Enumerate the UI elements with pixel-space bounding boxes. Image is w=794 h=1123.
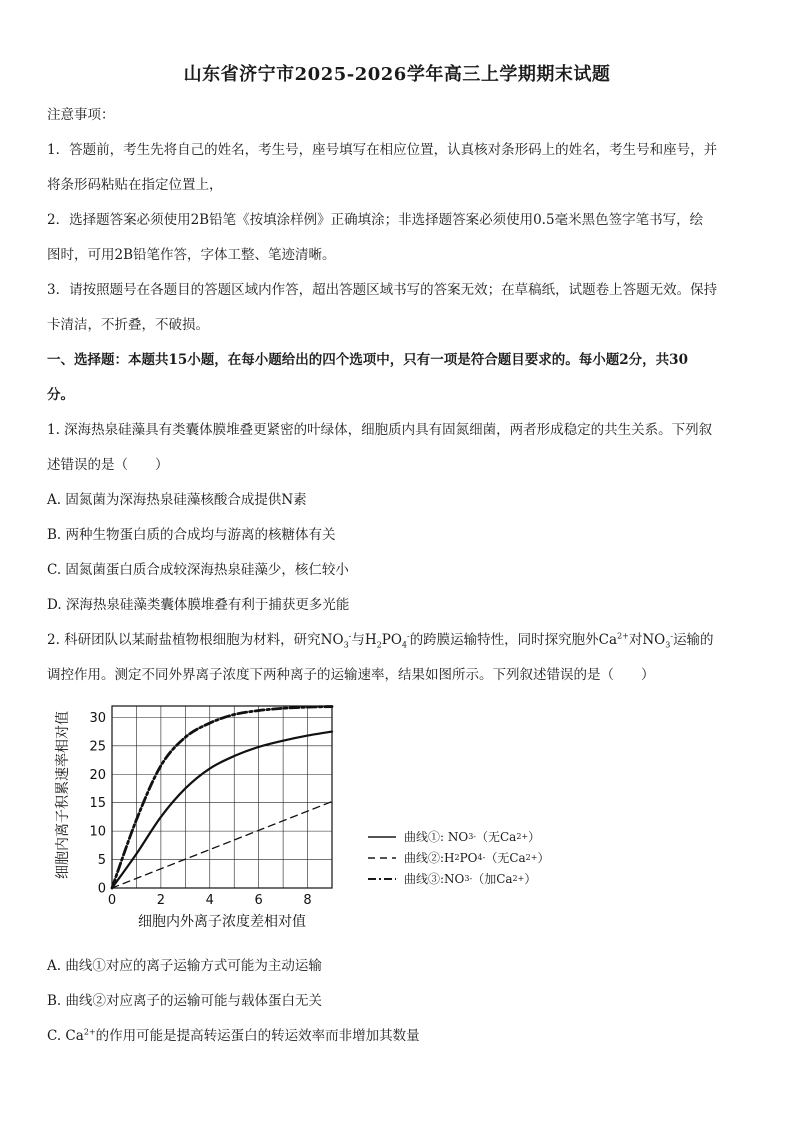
notice-line-3: 2．选择题答案必须使用2B铅笔《按填涂样例》正确填涂；非选择题答案必须使用0.5毫米黑色签字笔书写，绘 (47, 212, 704, 228)
q1-option-c: C. 固氮菌蛋白质合成较深海热泉硅藻少，核仁较小 (47, 562, 349, 578)
legend-item-curve-2 (368, 847, 549, 868)
subscript: 3 (468, 832, 474, 841)
q2-stem-part: PO (381, 632, 402, 648)
superscript: 2+ (516, 832, 529, 841)
q2-option-a: A. 曲线①对应的离子运输方式可能为主动运输 (47, 958, 322, 974)
x-axis-label: 细胞内外离子浓度差相对值 (138, 914, 306, 930)
legend-item-curve-3 (368, 868, 549, 889)
legend-text: ） (524, 872, 537, 886)
notice-line-6: 卡清洁，不折叠，不破损。 (47, 317, 209, 333)
legend-item-curve-1 (368, 826, 549, 847)
q1-stem-line-2: 述错误的是（ ） (47, 457, 169, 473)
q1-option-d: D. 深海热泉硅藻类囊体膜堆叠有利于捕获更多光能 (47, 597, 350, 613)
q2-option-b: B. 曲线②对应离子的运输可能与载体蛋白无关 (47, 993, 323, 1009)
legend-text: ） (537, 851, 550, 865)
legend-text: 曲线③:NO (404, 872, 465, 886)
q2-stem-part: 运输的 (673, 632, 714, 648)
transport-rate-chart (40, 692, 560, 942)
subscript: 3 (665, 640, 671, 650)
series-line-2 (112, 802, 332, 888)
subscript: 4 (401, 640, 407, 650)
y-tick-label: 10 (89, 824, 106, 840)
y-tick-label: 30 (89, 710, 106, 726)
x-tick-label: 8 (303, 893, 312, 908)
superscript: 2+ (83, 1027, 96, 1037)
superscript: - (406, 631, 410, 641)
legend-text: 曲线①: NO (404, 830, 469, 844)
q2-option-c-part: C. Ca (47, 1028, 84, 1044)
legend-text: （加Ca (472, 872, 513, 886)
section-heading-line-1: 一、选择题：本题共15小题，在每小题给出的四个选项中，只有一项是符合题目要求的。每小题2分，共30 (47, 352, 688, 368)
q2-stem-part: 对NO (628, 632, 666, 648)
x-tick-label: 2 (156, 893, 166, 908)
superscript: 2+ (617, 631, 629, 641)
legend-text: ） (528, 830, 541, 844)
series-line-3 (112, 707, 332, 888)
section-heading-line-2: 分。 (47, 387, 74, 403)
y-tick-label: 20 (89, 767, 106, 783)
q2-stem-line-1 (47, 628, 747, 650)
series-line-1 (112, 732, 332, 888)
y-tick-label: 15 (89, 796, 106, 812)
legend-dashdot-line (368, 876, 396, 882)
page-title: 山东省济宁市2025-2026学年高三上学期期末试题 (183, 64, 611, 85)
subscript: 3 (464, 874, 470, 883)
x-tick-label: 6 (254, 893, 263, 908)
subscript: 3 (343, 640, 349, 650)
q2-option-c (47, 1024, 747, 1044)
subscript: 4 (477, 853, 483, 862)
notice-line-5: 3．请按照题号在各题目的答题区域内作答，超出答题区域书写的答案无效；在草稿纸，试题卷上答题无效。保持 (47, 282, 718, 298)
q1-stem-line-1: 1. 深海热泉硅藻具有类囊体膜堆叠更紧密的叶绿体，细胞质内具有固氮细菌，两者形成稳定的共生关系。下列叙 (47, 422, 713, 438)
notice-heading: 注意事项： (47, 107, 115, 123)
chart-svg (40, 692, 560, 942)
superscript: 2+ (512, 874, 525, 883)
legend-text: （无Ca (476, 830, 517, 844)
q1-option-b: B. 两种生物蛋白质的合成均与游离的核糖体有关 (47, 527, 336, 543)
y-tick-label: 5 (97, 853, 106, 869)
x-tick-label: 4 (205, 893, 214, 908)
superscript: - (348, 631, 352, 641)
q1-option-a: A. 固氮菌为深海热泉硅藻核酸合成提供N素 (47, 492, 307, 508)
notice-line-4: 图时，可用2B铅笔作答，字体工整、笔迹清晰。 (47, 247, 336, 263)
y-axis-label: 细胞内离子积累速率相对值 (55, 711, 71, 879)
legend-text: （无Ca (485, 851, 526, 865)
legend-text: PO (459, 850, 478, 865)
x-tick-label: 0 (107, 893, 117, 908)
chart-legend (368, 826, 549, 889)
y-tick-label: 0 (97, 881, 106, 897)
superscript: - (473, 832, 476, 841)
chart-series (112, 707, 332, 888)
q2-stem-part: 与H (351, 632, 377, 648)
legend-solid-line (368, 834, 396, 840)
legend-text: 曲线②:H (404, 851, 455, 865)
q2-stem-line-2: 调控作用。测定不同外界离子浓度下两种离子的运输速率，结果如图所示。下列叙述错误的是（ ） (47, 667, 655, 683)
superscript: - (482, 853, 486, 862)
notice-line-1: 1．答题前，考生先将自己的姓名，考生号，座号填写在相应位置，认真核对条形码上的姓名，考生号和座号，并 (47, 142, 718, 158)
q2-option-c-part: 的作用可能是提高转运蛋白的转运效率而非增加其数量 (95, 1028, 420, 1044)
superscript: - (670, 631, 674, 641)
superscript: - (469, 874, 473, 883)
q2-stem-part: 的跨膜运输特性，同时探究胞外Ca (409, 632, 618, 648)
q2-stem-part: 2. 科研团队以某耐盐植物根细胞为材料，研究NO (47, 632, 344, 648)
subscript: 2 (454, 853, 460, 862)
superscript: 2+ (525, 853, 538, 862)
y-tick-label: 25 (89, 739, 106, 755)
notice-line-2: 将条形码粘贴在指定位置上， (47, 177, 223, 193)
legend-dashed-line (368, 855, 396, 861)
subscript: 2 (376, 640, 382, 650)
